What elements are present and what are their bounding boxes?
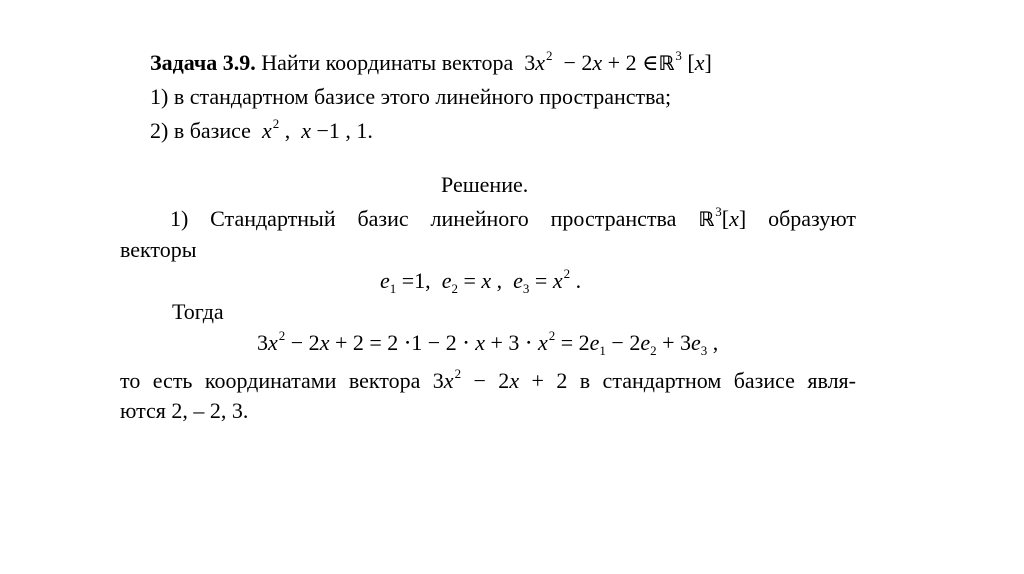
conclusion-start: то есть координатами вектора: [120, 368, 421, 393]
solution-paragraph-1: [120, 206, 856, 235]
solution-title: Решение.: [441, 172, 529, 197]
problem-formula: $3x^2 - 2x + 2$ ∈ℝ$^3$ [x]: [518, 48, 712, 75]
space-formula: ℝ$^3$[x]: [698, 204, 747, 231]
conclusion-end: в стандартном базисе явля-: [579, 368, 856, 393]
conclusion-cont-text: ются: [120, 398, 166, 423]
then-label: Тогда: [172, 299, 224, 324]
problem-text: Найти координаты вектора: [261, 50, 514, 75]
conclusion-formula: $3x^2 - 2x + 2$: [432, 366, 568, 393]
problem-line-3: [150, 118, 373, 147]
problem-item-2: 2) в базисе: [150, 118, 251, 143]
problem-line-1: [150, 50, 712, 79]
solution-paragraph-1-cont: векторы: [120, 237, 197, 262]
solution-p1-end: образуют: [768, 206, 857, 231]
solution-p1-start: 1) Стандартный базис линейного пространства: [170, 206, 677, 231]
conclusion-cont: [120, 398, 248, 424]
problem-line-2: [150, 84, 671, 110]
problem-heading: Задача 3.9.: [150, 50, 256, 75]
basis-formula: $x^2$ , x −1 , 1.: [261, 116, 373, 143]
problem-item-1: 1) в стандартном базисе этого линейного пространства;: [150, 84, 672, 109]
basis-vectors-formula: $e_1 =1$, $e_2 = x$ , $e_3 = x^2$ .: [380, 266, 582, 296]
coordinates-values: 2, – 2, 3.: [171, 398, 249, 423]
expansion-formula: $3x^2 - 2x + 2 = 2 \cdot 1 - 2 \cdot x + 3 \cdot x^2 = 2e_1 - 2e_2 + 3e_3$ ,: [257, 328, 719, 358]
conclusion-line: [120, 368, 856, 397]
